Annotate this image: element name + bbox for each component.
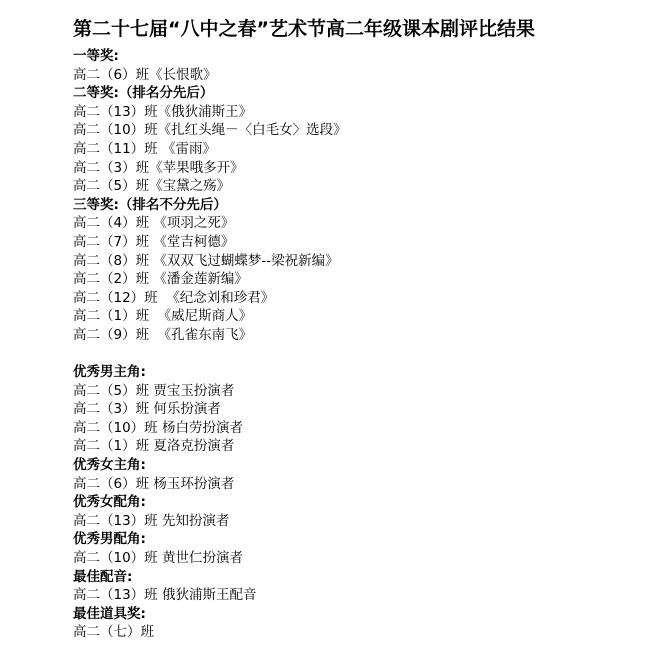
award-entry: 高二（13）班 俄狄浦斯王配音 bbox=[73, 587, 257, 604]
award-heading: 最佳配音: bbox=[73, 568, 133, 585]
award-heading: 优秀男配角: bbox=[73, 531, 146, 548]
award-entry: 高二（9）班 《孔雀东南飞》 bbox=[73, 326, 253, 343]
award-entry: 高二（7）班 《堂吉柯德》 bbox=[73, 233, 235, 250]
award-entry: 高二（5）班 贾宝玉扮演者 bbox=[73, 382, 235, 399]
award-entry: 高二（1）班 《威尼斯商人》 bbox=[73, 308, 253, 325]
award-heading: 优秀男主角: bbox=[73, 364, 146, 381]
award-entry: 高二（13）班《俄狄浦斯王》 bbox=[73, 103, 253, 120]
award-entry: 高二（2）班 《潘金莲新编》 bbox=[73, 271, 248, 288]
award-entry: 高二（13）班 先知扮演者 bbox=[73, 512, 230, 529]
award-entry: 高二（七）班 bbox=[73, 624, 154, 641]
award-entry: 高二（3）班 何乐扮演者 bbox=[73, 401, 221, 418]
award-entry: 高二（11）班 《雷雨》 bbox=[73, 140, 216, 157]
award-entry: 高二（1）班 夏洛克扮演者 bbox=[73, 438, 235, 455]
award-heading: 优秀女主角: bbox=[73, 457, 146, 474]
award-entry: 高二（6）班 杨玉环扮演者 bbox=[73, 475, 235, 492]
award-entry: 高二（12）班 《纪念刘和珍君》 bbox=[73, 289, 275, 306]
award-heading: 优秀女配角: bbox=[73, 494, 146, 511]
blank-line bbox=[73, 345, 643, 364]
award-entry: 高二（6）班《长恨歌》 bbox=[73, 66, 217, 83]
results-document bbox=[73, 16, 643, 642]
award-entry: 高二（10）班 杨白劳扮演者 bbox=[73, 419, 243, 436]
results-list bbox=[73, 47, 643, 642]
award-entry: 高二（8）班 《双双飞过蝴蝶梦--梁祝新编》 bbox=[73, 252, 339, 269]
award-heading: 最佳道具奖: bbox=[73, 605, 146, 622]
document-title: 第二十七届“八中之春”艺术节高二年级课本剧评比结果 bbox=[73, 18, 535, 40]
award-entry: 高二（4）班 《项羽之死》 bbox=[73, 215, 235, 232]
award-heading: 二等奖:（排名分先后） bbox=[73, 85, 214, 102]
award-heading: 一等奖: bbox=[73, 48, 119, 64]
award-entry: 高二（3）班《苹果哦多开》 bbox=[73, 159, 244, 176]
award-entry: 高二（5）班《宝黛之殇》 bbox=[73, 178, 231, 195]
award-entry: 高二（10）班《扎红头绳－〈白毛女〉选段》 bbox=[73, 122, 347, 139]
award-heading: 三等奖:（排名不分先后） bbox=[73, 196, 227, 213]
award-entry: 高二（10）班 黄世仁扮演者 bbox=[73, 550, 243, 567]
